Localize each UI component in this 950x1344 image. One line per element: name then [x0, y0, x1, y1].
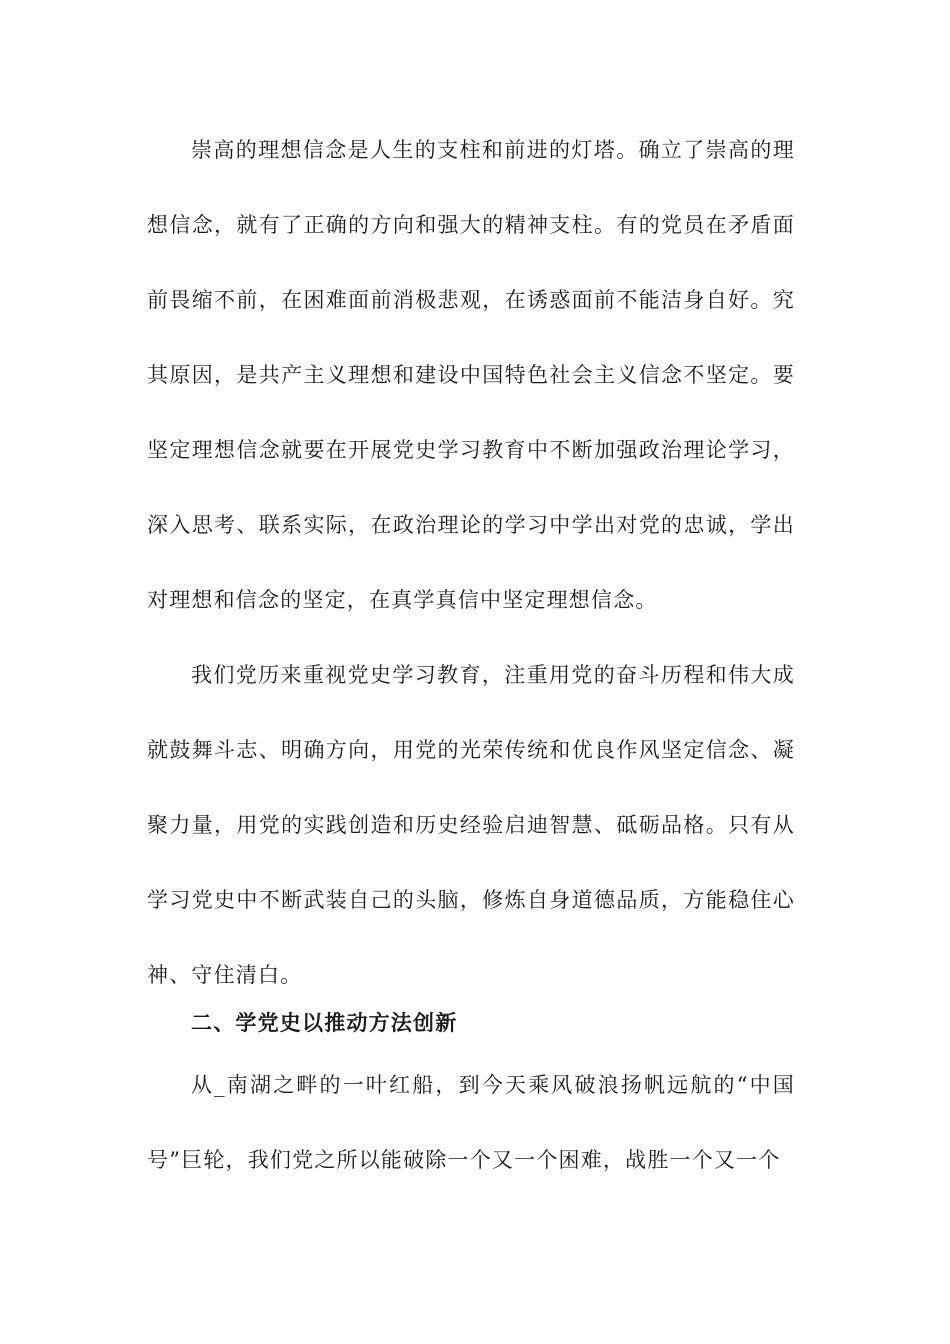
body-paragraph-ideals: 崇高的理想信念是人生的支柱和前进的灯塔。确立了崇高的理想信念，就有了正确的方向和强大的精神支柱。有的党员在矛盾面前畏缩不前，在困难面前消极悲观，在诱惑面前不能洁身自好。究其原因，是共产主义理想和建设中国特色社会主义信念不坚定。要坚定理想信念就要在开展党史学习教育中不断加强政治理论学习，深入思考、联系实际，在政治理论的学习中学出对党的忠诚，学出对理想和信念的坚定，在真学真信中坚定理想信念。: [147, 138, 795, 612]
section-heading: 二、学党史以推动方法创新: [191, 1011, 458, 1035]
body-paragraph-party-history: 我们党历来重视党史学习教育，注重用党的奋斗历程和伟大成就鼓舞斗志、明确方向，用党的光荣传统和优良作风坚定信念、凝聚力量，用党的实践创造和历史经验启迪智慧、砥砺品格。只有从学习党史中不断武装自己的头脑，修炼自身道德品质，方能稳住心神、守住清白。: [147, 663, 795, 987]
body-paragraph-red-boat: 从_南湖之畔的一叶红船，到今天乘风破浪扬帆远航的“中国号”巨轮，我们党之所以能破除一个又一个困难，战胜一个又一个: [147, 1073, 795, 1172]
